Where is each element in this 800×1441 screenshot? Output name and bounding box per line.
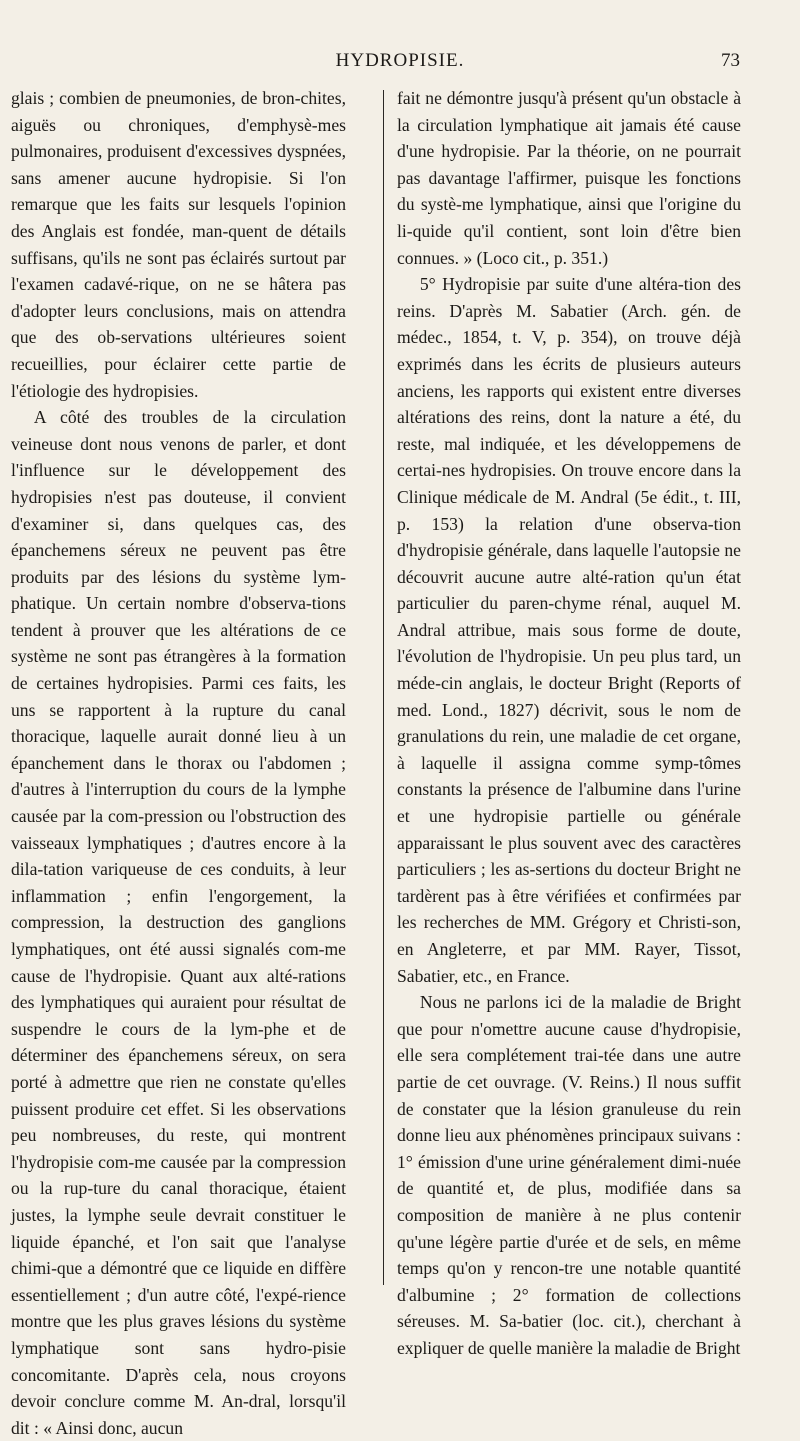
left-column bbox=[11, 85, 346, 1441]
paragraph: fait ne démontre jusqu'à présent qu'un obstacle à la circulation lymphatique ait jamais été cause d'une hydropisie. Par la théorie, on ne pourrait pas davantage l'affirmer, puisque les fonctions du systè-me lymphatique, ainsi que l'origine du li-quide qu'il contient, sont loin d'être bien connues. » (Loco cit., p. 351.) bbox=[397, 88, 741, 268]
right-column bbox=[397, 85, 741, 1362]
page-header bbox=[60, 50, 740, 80]
paragraph: glais ; combien de pneumonies, de bron-chites, aiguës ou chroniques, d'emphysè-mes pulmonaires, produisent d'excessives dyspnées, sans amener aucune hydropisie. Si l'on remarque que les faits sur lesquels l'opinion des Anglais est fondée, man-quent de détails suffisans, qu'ils ne sont pas éclairés surtout par l'examen cadavé-rique, on ne se hâtera pas d'adopter leurs conclusions, mais on attendra que des ob-servations ultérieures soient recueillies, pour éclairer cette partie de l'étiologie des hydropisies. bbox=[11, 88, 346, 401]
paragraph: 5° Hydropisie par suite d'une altéra-tion des reins. D'après M. Sabatier (Arch. gén. de médec., 1854, t. V, p. 354), on trouve déjà exprimés dans les écrits de plusieurs auteurs anciens, les rapports qui existent entre diverses altérations des reins, dont la nature a été, du reste, mal indiquée, et les développemens de certai-nes hydropisies. On trouve encore dans la Clinique médicale de M. Andral (5e édit., t. III, p. 153) la relation d'une observa-tion d'hydropisie générale, dans laquelle l'autopsie ne découvrit aucune autre alté-ration qu'un état particulier du paren-chyme rénal, auquel M. Andral attribue, mais sous forme de doute, l'évolution de l'hydropisie. Un peu plus tard, un méde-cin anglais, le docteur Bright (Reports of med. Lond., 1827) décrivit, sous le nom de granulations du rein, une maladie de cet organe, à laquelle il assigna comme symp-tômes constants la présence de l'albumine dans l'urine et une hydropisie partielle ou générale apparaissant le plus souvent avec des caractères particuliers ; les as-sertions du docteur Bright ne tardèrent pas à être vérifiées et confirmées par les recherches de MM. Grégory et Christi-son, en Angleterre, et par MM. Rayer, Tissot, Sabatier, etc., en France. bbox=[397, 274, 741, 986]
paragraph: A côté des troubles de la circulation veineuse dont nous venons de parler, et dont l'influence sur le développement des hydropisies n'est pas douteuse, il convient d'examiner si, dans quelques cas, des épanchemens séreux ne peuvent pas être produits par des lésions du système lym-phatique. Un certain nombre d'observa-tions tendent à prouver que les altérations de ce système ne sont pas étrangères à la formation de certaines hydropisies. Parmi ces faits, les uns se rapportent à la rupture du canal thoracique, laquelle aurait donné lieu à un épanchement dans le thorax ou l'abdomen ; d'autres à l'interruption du cours de la lymphe causée par la com-pression ou l'obstruction des vaisseaux lymphatiques ; d'autres encore à la dila-tation variqueuse de ces conduits, à leur inflammation ; enfin l'engorgement, la compression, la destruction des ganglions lymphatiques, ont été aussi signalés com-me cause de l'hydropisie. Quant aux alté-rations des lymphatiques qui auraient pour résultat de suspendre le cours de la lym-phe et de déterminer des épanchemens séreux, on sera porté à admettre que rien ne constate qu'elles puissent produire cet effet. Si les observations peu nombreuses, du reste, qui montrent l'hydropisie com-me causée par la compression ou la rup-ture du canal thoracique, étaient justes, la lymphe seule devrait constituer le liquide épanché, et l'on sait que l'analyse chimi-que a démontré que ce liquide en diffère essentiellement ; d'un autre côté, l'expé-rience montre que les plus graves lésions du système lymphatique sont sans hydro-pisie concomitante. D'après cela, nous croyons devoir conclure comme M. An-dral, lorsqu'il dit : « Ainsi donc, aucun bbox=[11, 407, 346, 1438]
paragraph: Nous ne parlons ici de la maladie de Bright que pour n'omettre aucune cause d'hydropisie, elle sera complétement trai-tée dans une autre partie de cet ouvrage. (V. Reins.) Il nous suffit de constater que la lésion granuleuse du rein donne lieu aux phénomènes principaux suivans : 1° émission d'une urine généralement dimi-nuée de quantité et, de plus, modifiée dans sa composition de manière à ne plus contenir qu'une légère partie d'urée et de sels, en même temps qu'on y rencon-tre une notable quantité d'albumine ; 2° formation de collections séreuses. M. Sa-batier (loc. cit.), cherchant à expliquer de quelle manière la maladie de Bright bbox=[397, 992, 741, 1358]
column-divider bbox=[383, 90, 384, 1285]
running-title: HYDROPISIE. bbox=[335, 50, 465, 71]
page-number: 73 bbox=[721, 50, 740, 71]
